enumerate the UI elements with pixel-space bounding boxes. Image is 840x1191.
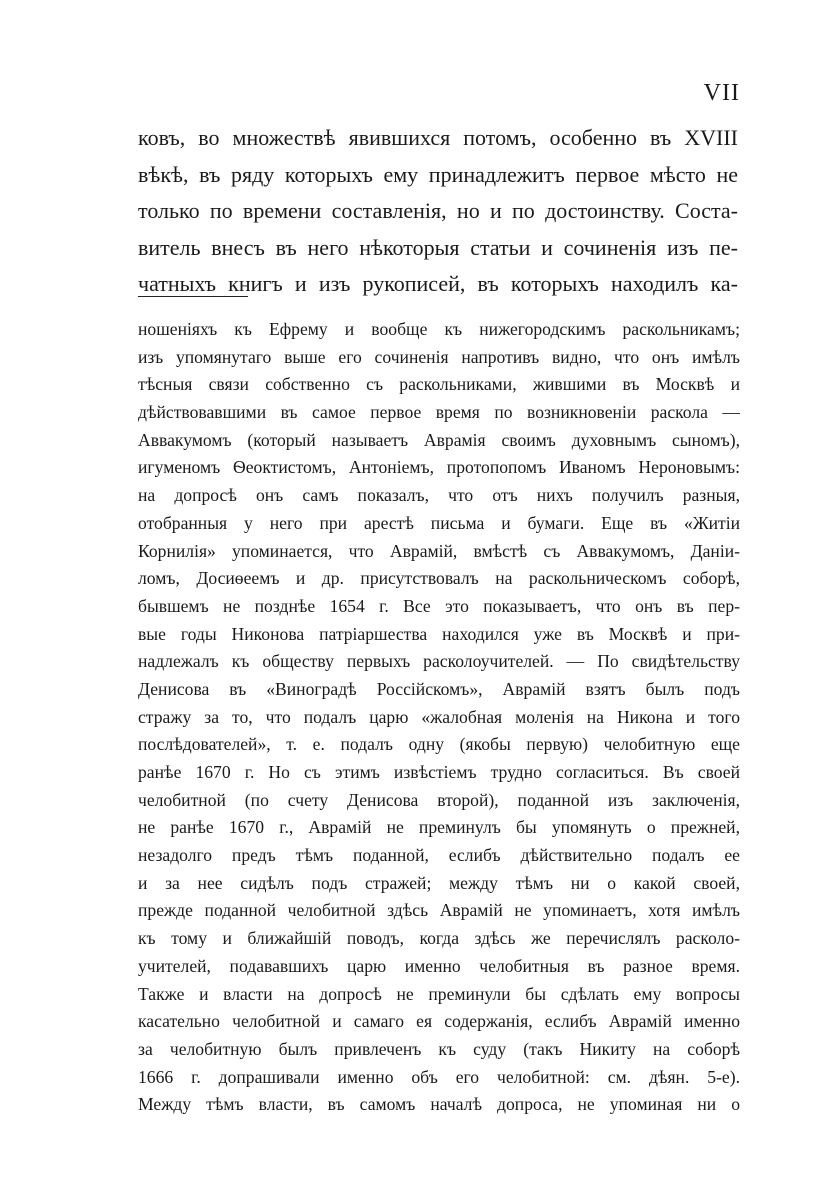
footnote-line: стражу за то, что подалъ царю «жалобная моленія на Никона и того bbox=[138, 706, 740, 727]
footnote-line: прежде поданной челобитной здѣсь Аврамій не упоминаетъ, хотя имѣлъ bbox=[138, 900, 740, 921]
footnote-line: Корнилія» упоминается, что Аврамій, вмѣстѣ съ Аввакумомъ, Даніи- bbox=[138, 540, 740, 561]
footnote-line: вые годы Никонова патріаршества находился уже въ Москвѣ и при- bbox=[138, 623, 740, 644]
main-text-line: ковъ, во множествѣ явившихся потомъ, особенно въ XVIII bbox=[138, 125, 738, 150]
footnote-line: касательно челобитной и самаго ея содержанія, еслибъ Аврамій именно bbox=[138, 1011, 740, 1032]
footnote-line: Аввакумомъ (который называетъ Аврамія своимъ духовнымъ сыномъ), bbox=[138, 429, 740, 450]
footnote-line: къ тому и ближайшій поводъ, когда здѣсь же перечислялъ расколо- bbox=[138, 928, 740, 949]
footnote-line: дѣйствовавшими въ самое первое время по возникновеніи раскола — bbox=[138, 402, 740, 423]
main-text-line: только по времени составленія, но и по достоинству. Соста- bbox=[138, 198, 738, 223]
footnote-line: бывшемъ не позднѣе 1654 г. Все это показываетъ, что онъ въ пер- bbox=[138, 595, 740, 616]
footnote-line: изъ упомянутаго выше его сочиненія напротивъ видно, что онъ имѣлъ bbox=[138, 346, 740, 367]
footnote-line: тѣсныя связи собственно съ раскольниками, жившими въ Москвѣ и bbox=[138, 374, 740, 395]
footnote-line: ломъ, Досиѳеемъ и др. присутствовалъ на раскольническомъ соборѣ, bbox=[138, 568, 740, 589]
footnote-line: за челобитную былъ привлеченъ къ суду (такъ Никиту на соборѣ bbox=[138, 1038, 740, 1059]
footnote-line: учителей, подававшихъ царю именно челобитныя въ разное время. bbox=[138, 955, 740, 976]
main-text-block bbox=[138, 120, 738, 303]
footnote-line: на допросѣ онъ самъ показалъ, что отъ нихъ получилъ разныя, bbox=[138, 485, 740, 506]
footnote-block bbox=[138, 316, 740, 1119]
main-text-line: витель внесъ въ него нѣкоторыя статьи и сочиненія изъ пе- bbox=[138, 234, 738, 260]
footnote-line: послѣдователей», т. е. подалъ одну (якобы первую) челобитную еще bbox=[138, 734, 740, 755]
footnote-line: игуменомъ Ѳеоктистомъ, Антоніемъ, протопопомъ Иваномъ Нероновымъ: bbox=[138, 457, 740, 478]
main-text-line: чатныхъ книгъ и изъ рукописей, въ которыхъ находилъ ка- bbox=[138, 271, 738, 296]
footnote-line: и за нее сидѣлъ подъ стражей; между тѣмъ ни о какой своей, bbox=[138, 872, 740, 893]
footnote-line: Также и власти на допросѣ не преминули бы сдѣлать ему вопросы bbox=[138, 983, 740, 1004]
footnote-line: ношеніяхъ къ Ефрему и вообще къ нижегородскимъ раскольникамъ; bbox=[138, 319, 740, 339]
footnote-divider bbox=[138, 296, 248, 297]
footnote-line: Между тѣмъ власти, въ самомъ началѣ допроса, не упоминая ни о bbox=[138, 1094, 740, 1115]
main-text-line: вѣкѣ, въ ряду которыхъ ему принадлежитъ первое мѣсто не bbox=[138, 161, 738, 187]
footnote-line: незадолго предъ тѣмъ поданной, еслибъ дѣйствительно подалъ ее bbox=[138, 845, 740, 866]
footnote-line: челобитной (по счету Денисова второй), поданной изъ заключенія, bbox=[138, 789, 740, 810]
footnote-line: Денисова въ «Виноградѣ Россійскомъ», Аврамій взятъ былъ подъ bbox=[138, 678, 740, 699]
page-number: VII bbox=[703, 80, 740, 106]
footnote-line: отобранныя у него при арестѣ письма и бумаги. Еще въ «Житіи bbox=[138, 512, 740, 533]
footnote-line: надлежалъ къ обществу первыхъ расколоучителей. — По свидѣтельству bbox=[138, 651, 740, 672]
footnote-line: ранѣе 1670 г. Но съ этимъ извѣстіемъ трудно согласиться. Въ своей bbox=[138, 762, 740, 782]
footnote-line: не ранѣе 1670 г., Аврамій не преминулъ бы упомянуть о прежней, bbox=[138, 817, 740, 838]
footnote-line: 1666 г. допрашивали именно объ его челобитной: см. дѣян. 5-е). bbox=[138, 1066, 740, 1087]
